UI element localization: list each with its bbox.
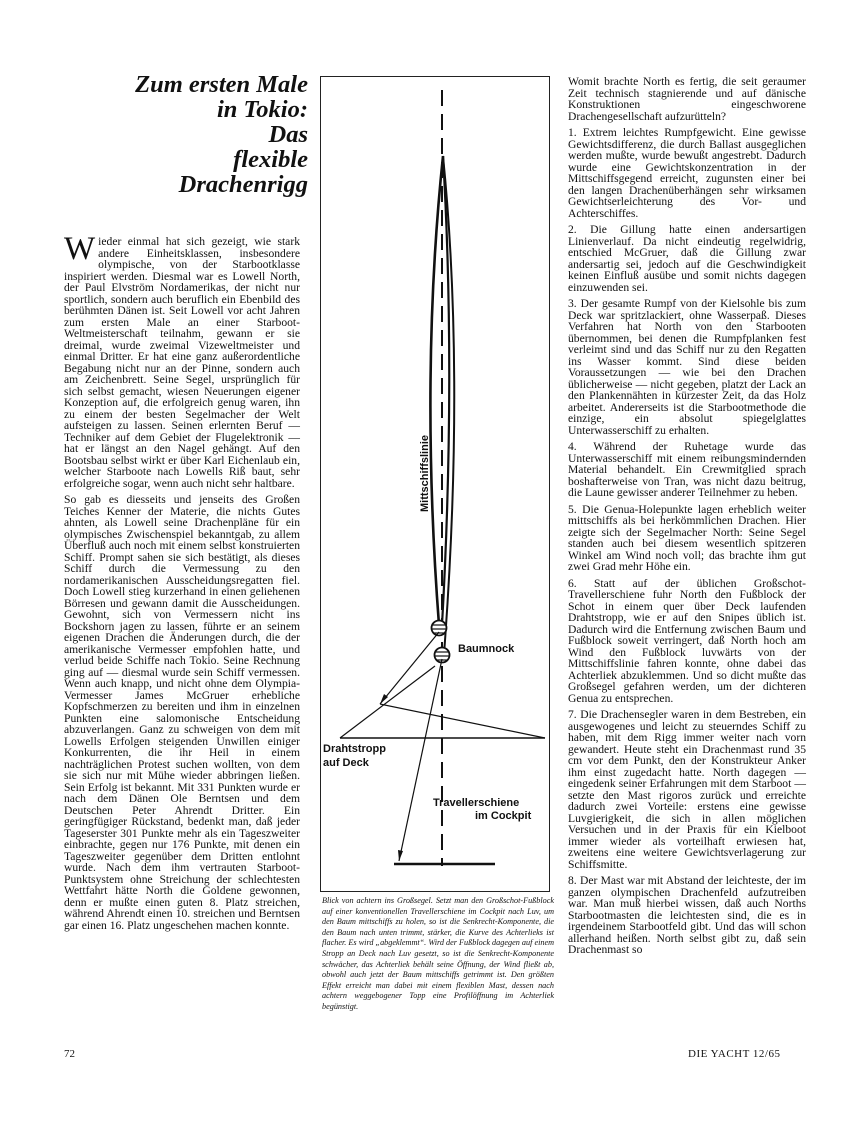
traveller-label-line1: Travellerschiene xyxy=(433,797,520,809)
force-vector-upper xyxy=(380,632,439,704)
page-number: 72 xyxy=(64,1048,75,1060)
article-title xyxy=(112,72,308,197)
strop-label-line1: Drahtstropp xyxy=(323,743,386,755)
title-line: Zum ersten Male xyxy=(135,71,308,98)
centerline-label: Mittschiffslinie xyxy=(419,434,431,512)
boom-end-label: Baumnock xyxy=(458,643,515,655)
strop-to-boom-line xyxy=(340,666,435,738)
figure-caption: Blick von achtern ins Großsegel. Setzt man den Großschot-Fußblock auf einer konventionellen Travellerschiene im Cockpit nach Luv, um den Baum mittschiffs zu holen, so ist die Senkrecht-Komponente, die den Baum nach unten trimmt, stärker, die Kurve des Achterlieks ist flacher. Es wird „abgeklemmt“. Wird der Fußblock dagegen auf einem Stropp an Deck nach Luv gesetzt, so ist die Senkrecht-Komponente schwächer, das Achterliek behält seine Öffnung, der Wind fließt ab, obwohl auch jetzt der Baum mittschiffs getrimmt ist. Den größten Effekt erreicht man dabei mit einem flexiblen Mast, dessen nach achtern weggebogener Topp eine Profilöffnung im Achterliek begünstigt. xyxy=(322,896,554,1011)
magazine-footer: DIE YACHT 12/65 xyxy=(688,1048,781,1060)
title-line: in Tokio: xyxy=(217,96,308,123)
figure-frame xyxy=(321,77,550,892)
paragraph: 1. Extrem leichtes Rumpfgewicht. Eine gewisse Gewichtsdifferenz, die durch Ballast ausgeglichen werden mußte, wurde bewußt angestrebt. Dadurch wurde eine Gewichtskonzentration in der Mittschiffsgegend erreicht, zugunsten einer bei den langen Drachenüberhängen sehr wirksamen Gewichtserleichterung des Vor- und Achterschiffes. xyxy=(568,126,806,220)
paragraph xyxy=(64,231,300,490)
paragraph: 2. Die Gillung hatte einen andersartigen Linienverlauf. Da nicht eindeutig regelwidrig, entschied McGruer, daß die Gillung zwar andersartig sei, jedoch auf die Geschwindigkeit keinen Einfluß ausübe und somit nichts dagegen einzuwenden sei. xyxy=(568,223,806,294)
title-line: Das xyxy=(268,121,308,148)
drop-cap: W xyxy=(64,231,96,267)
paragraph: 8. Der Mast war mit Abstand der leichteste, der im ganzen olympischen Drachenfeld aufzutreiben war. Man muß hierbei wissen, daß auch Norths Starbootmasten die leichtesten sind, die es in irgendeinem Starbootfeld gibt. Und das will schon allerhand heißen. North selbst gibt zu, daß sein Drachenmast so xyxy=(568,874,806,956)
left-text-column xyxy=(64,231,300,936)
paragraph: 6. Statt auf der üblichen Großschot-Travellerschiene fuhr North den Fußblock der Schot in einem quer über Deck laufenden Drahtstropp, wie er auf den Snipes üblich ist. Dadurch wird die Entfernung zwischen Baum und Fußblock soweit verringert, daß North hoch am Wind den Fußblock luvwärts von der Mittschiffslinie fahren konnte, ohne dabei das Achterliek abzuklemmen. Und so dicht mußte das Großsegel gefahren werden, um der dichteren Genua zu entsprechen. xyxy=(568,576,806,705)
paragraph: So gab es diesseits und jenseits des Großen Teiches Kenner der Materie, die nichts Gutes ahnten, als Lowell seine Drachenpläne für ein olympisches Zwischenspiel bekanntgab, zu allem Überfluß auch noch mit einem selbst konstruierten Schiff. Prompt sahen sie sich bestätigt, als dieses Schiff durch die Vermessung zu den nordamerikanischen Ausscheidungsregatten fiel. Doch Lowell stieg kurzerhand in einen geliehenen Börresen und gewann damit die Ausscheidungen. Gewohnt, sich von Vermessern nicht ins Bockshorn jagen zu lassen, führte er an seinem eigenen Drachen die Änderungen durch, die der amerikanische Vermesser empfohlen hatte, und verlud beide Schiffe nach Tokio. Seine Rechnung ging auf — diesmal wurde sein Schiff vermessen. Wenn auch knapp, und nicht ohne dem Olympia-Vermesser James McGruer erhebliche Kopfschmerzen zu bereiten und ihm in einzelnen Punkten eine salomonische Entscheidung abzuverlangen. Ganz zu schweigen von dem mit Lowells Erfolgen steigenden Unwillen einiger Konkurrenten, die ihr Heil in einem nachträglichen Protest suchen wollten, von dem sie sich nur mit Mühe wieder abbringen ließen. Sein Erfolg ist bekannt. Mit 331 Punkten wurde er nach dem Dänen Ole Berntsen und dem Deutschen Peter Ahrendt Dritter. Ein geringfügiger Rückstand, bedenkt man, daß jeder Tageserster 301 Punkte mehr als ein Tageszweiter einbrachte, gegen nur 176 Punkte, mit denen ein Tageszweiter gegenüber dem Dritten entlohnt wurde. Nach dem ihm vertrauten Starboot-Punktsystem ohne Streichung der schlechtesten Wettfahrt hätte North die Goldene gewonnen, denn er mußte einen guten 8. Platz streichen, während Ahrendt einen 10. streichen und Berntsen gar einen 16. Platz ungeschehen machen konnte. xyxy=(64,493,300,932)
right-text-column xyxy=(568,76,806,961)
strop-diagonal-line xyxy=(380,704,545,738)
traveller-label-line2: im Cockpit xyxy=(475,810,532,822)
paragraph: 5. Die Genua-Holepunkte lagen erheblich weiter mittschiffs als bei herkömmlichen Drachen. Hier zeigte sich der Segelmacher North: Seine Segel standen auch bei diesem wesentlich spitzeren Winkel am Wind noch voll; das brachte ihm gut zwei Grad mehr Höhe ein. xyxy=(568,502,806,573)
strop-label-line2: auf Deck xyxy=(323,757,369,769)
sail-diagram xyxy=(320,76,550,892)
paragraph: 7. Die Drachensegler waren in dem Bestreben, ein ausgewogenes und leicht zu steuerndes Schiff zu haben, mit dem Rigg immer weiter nach vorn gewandert. Heute steht ein Drachenmast rund 35 cm vor dem Punkt, den der Konstrukteur Anker ihm einst zugedacht hatte. North dagegen — eingedenk seiner Erfahrungen mit dem Starboot — setzte den Mast rigoros zurück und erreichte dadurch zwei Vorteile: erstens eine gewisse Luvgierigkeit, die sich in allen möglichen Versuchen und in der Praxis für ein Kielboot immer wieder als vorteilhaft erwiesen hat, zweitens eine weitere Gewichtsverlagerung zur Schiffsmitte. xyxy=(568,708,806,871)
title-line: Drachenrigg xyxy=(178,171,308,198)
paragraph: 3. Der gesamte Rumpf von der Kielsohle bis zum Deck war spritzlackiert, ohne Wasserpaß. Dieses Verfahren hat North von den Starbooten übernommen, bei denen die Rumpfplanken fest verleimt sind und das Schiff nur zu den Regatten ins Wasser kommt. Sind diese beiden Voraussetzungen — wie bei den Drachen üblicherweise — nicht gegeben, platzt der Lack an den Plankennähten in kürzester Zeit, da das Holz arbeitet. Andererseits ist die Starbootmethode die einzige, ein absolut spiegelglattes Unterwasserschiff zu erhalten. xyxy=(568,297,806,437)
paragraph: Womit brachte North es fertig, die seit geraumer Zeit technisch stagnierende und auf dänische Konstruktionen eingeschworene Drachengesellschaft aufzurütteln? xyxy=(568,75,806,123)
paragraph-text: ieder einmal hat sich gezeigt, wie stark andere Einheitsklassen, insbesondere olympische, von der Starbootklasse inspiriert werden. Diesmal war es Lowell North, der Paul Elvström Nordamerikas, der nicht nur sportlich, sondern auch beruflich ein Ebenbild des berühmten Dänen ist. Seit Lowell vor acht Jahren zum ersten Male an einer Starboot-Weltmeisterschaft teilnahm, gewann er sie dreimal, wurde zweimal Vizeweltmeister und einmal Dritter. Er hat eine ganz außerordentliche Begabung nicht nur an der Pinne, sondern auch am Zeichenbrett. Seine Segel, ursprünglich für sich selbst gemacht, wiesen Neuerungen eigener Konzeption auf, die erfolgreich genug waren, ihn zu einem der besten Segelmacher der Welt aufsteigen zu lassen. Seinen erlernten Beruf — Techniker auf dem Gebiet der Flugelektronik — hat er längst an den Nagel gehängt. Auf den Bootsbau selbst wirkt er über Karl Eichenlaub ein, welcher Starboote nach Lowells Riß baut, sehr erfolgreiche sogar, wenn auch nicht sehr haltbare. xyxy=(64,235,300,490)
force-vector-lower xyxy=(399,659,442,861)
paragraph: 4. Während der Ruhetage wurde das Unterwasserschiff mit einem reibungsmindernden Material behandelt. Ein Crewmitglied sprach boshafterweise von Tran, was nicht dazu beitrug, die Laune gewisser anderer Teilnehmer zu heben. xyxy=(568,440,806,499)
title-line: flexible xyxy=(233,146,308,173)
